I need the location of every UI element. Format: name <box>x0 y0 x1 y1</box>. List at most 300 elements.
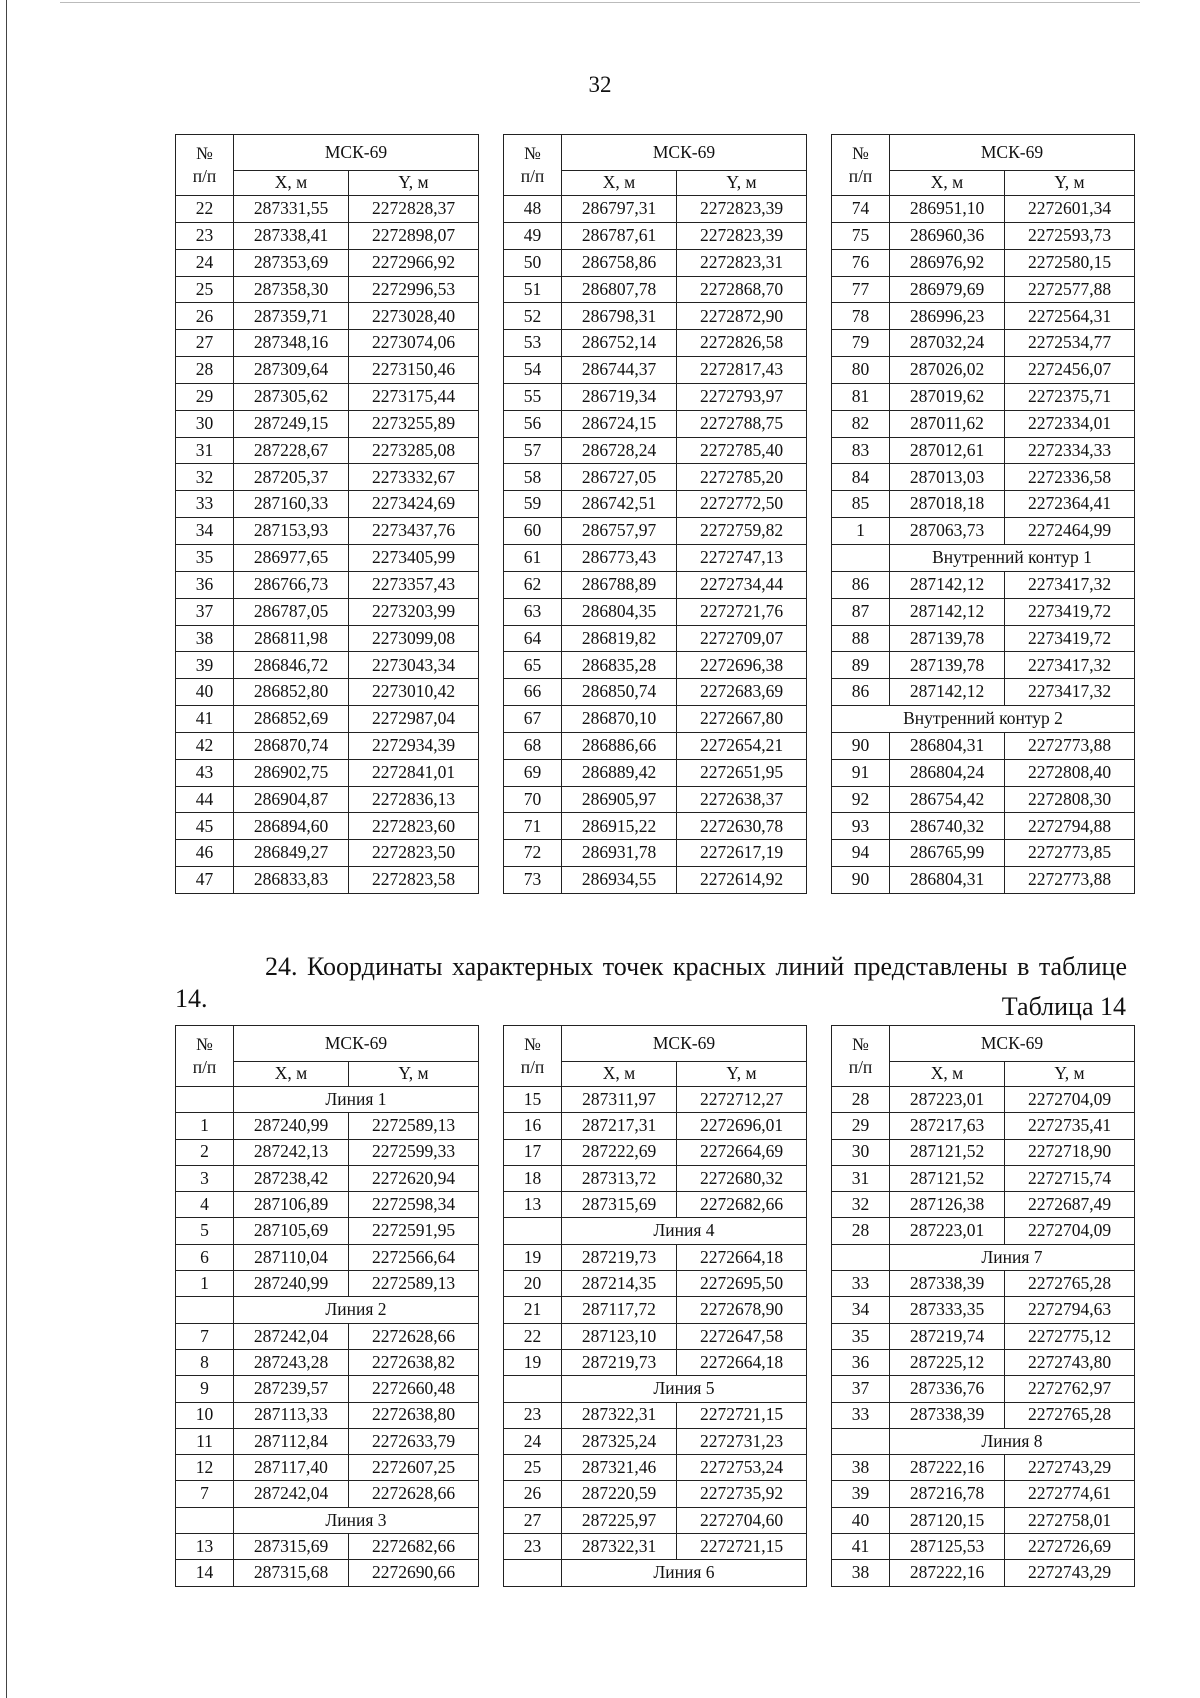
table-row <box>504 1087 807 1113</box>
point-number: 26 <box>176 303 234 330</box>
empty-number-cell <box>176 1087 234 1113</box>
point-number: 19 <box>504 1244 562 1270</box>
table-row <box>832 1087 1135 1113</box>
point-number: 76 <box>832 249 890 276</box>
x-coordinate: 287142,12 <box>890 598 1005 625</box>
point-number: 41 <box>832 1534 890 1560</box>
section-label: Линия 2 <box>234 1297 479 1323</box>
point-number: 56 <box>504 410 562 437</box>
y-coordinate: 2272898,07 <box>349 222 479 249</box>
table-row <box>832 732 1135 759</box>
table-row <box>832 1402 1135 1428</box>
x-coordinate: 287018,18 <box>890 491 1005 518</box>
point-number: 55 <box>504 383 562 410</box>
point-number: 17 <box>504 1139 562 1165</box>
table-row <box>504 357 807 384</box>
table-row <box>832 679 1135 706</box>
point-number: 27 <box>504 1507 562 1533</box>
section-label: Линия 8 <box>890 1428 1135 1454</box>
x-coordinate: 287217,31 <box>562 1113 677 1139</box>
y-coordinate: 2272747,13 <box>677 544 807 571</box>
table-row <box>176 732 479 759</box>
x-coordinate: 286811,98 <box>234 625 349 652</box>
y-coordinate: 2272633,79 <box>349 1428 479 1454</box>
y-coordinate: 2272823,39 <box>677 222 807 249</box>
y-coordinate: 2272808,40 <box>1005 759 1135 786</box>
x-coordinate: 286976,92 <box>890 249 1005 276</box>
x-coordinate: 287243,28 <box>234 1349 349 1375</box>
x-coordinate: 287338,39 <box>890 1271 1005 1297</box>
table-row <box>832 1297 1135 1323</box>
table-row <box>504 1428 807 1454</box>
y-coordinate: 2272638,80 <box>349 1402 479 1428</box>
x-coordinate: 286804,24 <box>890 759 1005 786</box>
point-number: 38 <box>832 1560 890 1586</box>
point-number: 31 <box>832 1165 890 1191</box>
point-number: 79 <box>832 330 890 357</box>
y-coordinate: 2272591,95 <box>349 1218 479 1244</box>
point-number: 39 <box>832 1481 890 1507</box>
table-row <box>176 1428 479 1454</box>
y-coordinate: 2272651,95 <box>677 759 807 786</box>
y-coordinate: 2272762,97 <box>1005 1376 1135 1402</box>
table-row <box>832 813 1135 840</box>
scan-top-line <box>60 2 1140 3</box>
table-row <box>832 1165 1135 1191</box>
y-coordinate: 2272823,31 <box>677 249 807 276</box>
coord-table-13-block-1 <box>175 134 479 894</box>
point-number: 77 <box>832 276 890 303</box>
x-coordinate: 287105,69 <box>234 1218 349 1244</box>
x-coordinate: 286757,97 <box>562 518 677 545</box>
table-row <box>504 1113 807 1139</box>
header-coordinate-system: МСК-69 <box>562 1026 807 1062</box>
table-row <box>504 679 807 706</box>
table-row <box>504 625 807 652</box>
point-number: 73 <box>504 867 562 894</box>
table-row <box>832 1349 1135 1375</box>
table-row <box>832 652 1135 679</box>
point-number: 30 <box>176 410 234 437</box>
point-number: 71 <box>504 813 562 840</box>
table-row <box>832 1507 1135 1533</box>
table-row <box>176 1481 479 1507</box>
paragraph-24 <box>175 951 1127 1015</box>
section-row <box>504 1376 807 1402</box>
x-coordinate: 287358,30 <box>234 276 349 303</box>
y-coordinate: 2273285,08 <box>349 437 479 464</box>
table-row <box>504 222 807 249</box>
table-row <box>832 249 1135 276</box>
x-coordinate: 286886,66 <box>562 732 677 759</box>
x-coordinate: 286804,31 <box>890 867 1005 894</box>
y-coordinate: 2272759,82 <box>677 518 807 545</box>
y-coordinate: 2272734,44 <box>677 571 807 598</box>
y-coordinate: 2272743,29 <box>1005 1560 1135 1586</box>
point-number: 15 <box>504 1087 562 1113</box>
x-coordinate: 286835,28 <box>562 652 677 679</box>
y-coordinate: 2272743,80 <box>1005 1349 1135 1375</box>
y-coordinate: 2272664,18 <box>677 1349 807 1375</box>
x-coordinate: 287338,41 <box>234 222 349 249</box>
x-coordinate: 287142,12 <box>890 571 1005 598</box>
table-row <box>504 598 807 625</box>
header-number-abbrev: п/п <box>848 166 873 186</box>
table-14-caption: Таблица 14 <box>1001 992 1126 1021</box>
table-row <box>176 383 479 410</box>
table-row <box>176 518 479 545</box>
point-number: 24 <box>176 249 234 276</box>
y-coordinate: 2272660,48 <box>349 1376 479 1402</box>
x-coordinate: 286852,69 <box>234 706 349 733</box>
x-coordinate: 287242,04 <box>234 1481 349 1507</box>
y-coordinate: 2273437,76 <box>349 518 479 545</box>
x-coordinate: 287139,78 <box>890 652 1005 679</box>
x-coordinate: 287219,74 <box>890 1323 1005 1349</box>
table-row <box>832 357 1135 384</box>
table-row <box>176 1323 479 1349</box>
table-row <box>176 813 479 840</box>
x-coordinate: 287249,15 <box>234 410 349 437</box>
x-coordinate: 286852,80 <box>234 679 349 706</box>
table-row <box>832 410 1135 437</box>
x-coordinate: 287126,38 <box>890 1192 1005 1218</box>
point-number: 6 <box>176 1244 234 1270</box>
y-coordinate: 2272868,70 <box>677 276 807 303</box>
header-y: Y, м <box>677 171 807 196</box>
x-coordinate: 287106,89 <box>234 1192 349 1218</box>
section-row <box>832 544 1135 571</box>
table-row <box>504 196 807 223</box>
y-coordinate: 2272704,60 <box>677 1507 807 1533</box>
x-coordinate: 287205,37 <box>234 464 349 491</box>
y-coordinate: 2272709,07 <box>677 625 807 652</box>
x-coordinate: 286905,97 <box>562 786 677 813</box>
y-coordinate: 2272667,80 <box>677 706 807 733</box>
x-coordinate: 286850,74 <box>562 679 677 706</box>
table-row <box>176 1455 479 1481</box>
x-coordinate: 286719,34 <box>562 383 677 410</box>
point-number: 54 <box>504 357 562 384</box>
x-coordinate: 286804,31 <box>890 732 1005 759</box>
point-number: 78 <box>832 303 890 330</box>
section-label: Внутренний контур 2 <box>832 706 1135 733</box>
coord-table-14-block-3 <box>831 1025 1135 1587</box>
x-coordinate: 287160,33 <box>234 491 349 518</box>
x-coordinate: 287121,52 <box>890 1139 1005 1165</box>
section-row <box>176 1087 479 1113</box>
y-coordinate: 2272785,40 <box>677 437 807 464</box>
x-coordinate: 287322,31 <box>562 1534 677 1560</box>
header-x: X, м <box>562 1062 677 1087</box>
point-number: 75 <box>832 222 890 249</box>
table-row <box>504 1323 807 1349</box>
table-row <box>504 437 807 464</box>
y-coordinate: 2272731,23 <box>677 1428 807 1454</box>
y-coordinate: 2272872,90 <box>677 303 807 330</box>
table-row <box>832 222 1135 249</box>
table-row <box>504 1507 807 1533</box>
header-number-cell <box>504 1026 562 1087</box>
point-number: 91 <box>832 759 890 786</box>
x-coordinate: 287117,40 <box>234 1455 349 1481</box>
y-coordinate: 2273417,32 <box>1005 679 1135 706</box>
point-number: 65 <box>504 652 562 679</box>
point-number: 29 <box>176 383 234 410</box>
y-coordinate: 2272607,25 <box>349 1455 479 1481</box>
y-coordinate: 2272464,99 <box>1005 518 1135 545</box>
table-row <box>504 518 807 545</box>
x-coordinate: 286740,32 <box>890 813 1005 840</box>
x-coordinate: 286833,83 <box>234 867 349 894</box>
x-coordinate: 287225,97 <box>562 1507 677 1533</box>
table-row <box>176 491 479 518</box>
section-label: Линия 5 <box>562 1376 807 1402</box>
table-row <box>504 330 807 357</box>
y-coordinate: 2272334,33 <box>1005 437 1135 464</box>
y-coordinate: 2273028,40 <box>349 303 479 330</box>
y-coordinate: 2272753,24 <box>677 1455 807 1481</box>
table-row <box>504 813 807 840</box>
table-row <box>176 1560 479 1586</box>
x-coordinate: 287359,71 <box>234 303 349 330</box>
point-number: 30 <box>832 1139 890 1165</box>
y-coordinate: 2272775,12 <box>1005 1323 1135 1349</box>
point-number: 25 <box>504 1455 562 1481</box>
header-y: Y, м <box>1005 1062 1135 1087</box>
table-row <box>176 786 479 813</box>
x-coordinate: 286849,27 <box>234 840 349 867</box>
point-number: 32 <box>832 1192 890 1218</box>
header-number-abbrev: п/п <box>520 1057 545 1077</box>
point-number: 46 <box>176 840 234 867</box>
point-number: 57 <box>504 437 562 464</box>
table-row <box>504 1192 807 1218</box>
table-row <box>832 196 1135 223</box>
empty-number-cell <box>176 1507 234 1533</box>
table-row <box>176 276 479 303</box>
x-coordinate: 287117,72 <box>562 1297 677 1323</box>
coord-table-13-block-2 <box>503 134 807 894</box>
table-row <box>504 410 807 437</box>
x-coordinate: 287313,72 <box>562 1165 677 1191</box>
coord-table-14-block-2 <box>503 1025 807 1587</box>
point-number: 12 <box>176 1455 234 1481</box>
point-number: 7 <box>176 1481 234 1507</box>
point-number: 68 <box>504 732 562 759</box>
y-coordinate: 2272564,31 <box>1005 303 1135 330</box>
x-coordinate: 286894,60 <box>234 813 349 840</box>
table-row <box>504 867 807 894</box>
x-coordinate: 286904,87 <box>234 786 349 813</box>
point-number: 33 <box>832 1271 890 1297</box>
point-number: 83 <box>832 437 890 464</box>
table-row <box>176 1165 479 1191</box>
table-row <box>504 652 807 679</box>
table-row <box>176 1192 479 1218</box>
table-row <box>176 625 479 652</box>
x-coordinate: 287309,64 <box>234 357 349 384</box>
x-coordinate: 287013,03 <box>890 464 1005 491</box>
y-coordinate: 2272715,74 <box>1005 1165 1135 1191</box>
point-number: 20 <box>504 1271 562 1297</box>
point-number: 66 <box>504 679 562 706</box>
point-number: 44 <box>176 786 234 813</box>
table-row <box>832 491 1135 518</box>
point-number: 21 <box>504 1297 562 1323</box>
table-row <box>504 1165 807 1191</box>
y-coordinate: 2272334,01 <box>1005 410 1135 437</box>
header-number-sign: № <box>852 1034 869 1055</box>
y-coordinate: 2273255,89 <box>349 410 479 437</box>
x-coordinate: 286727,05 <box>562 464 677 491</box>
y-coordinate: 2272687,49 <box>1005 1192 1135 1218</box>
empty-number-cell <box>832 544 890 571</box>
x-coordinate: 286797,31 <box>562 196 677 223</box>
point-number: 58 <box>504 464 562 491</box>
table-row <box>832 276 1135 303</box>
y-coordinate: 2273424,69 <box>349 491 479 518</box>
x-coordinate: 287322,31 <box>562 1402 677 1428</box>
table-row <box>176 1376 479 1402</box>
x-coordinate: 286798,31 <box>562 303 677 330</box>
table-row <box>176 571 479 598</box>
point-number: 36 <box>832 1349 890 1375</box>
y-coordinate: 2272841,01 <box>349 759 479 786</box>
point-number: 38 <box>832 1455 890 1481</box>
y-coordinate: 2272996,53 <box>349 276 479 303</box>
table-row <box>176 249 479 276</box>
table-row <box>504 1402 807 1428</box>
header-number-cell <box>504 135 562 196</box>
table-row <box>176 1402 479 1428</box>
x-coordinate: 287238,42 <box>234 1165 349 1191</box>
y-coordinate: 2272680,32 <box>677 1165 807 1191</box>
x-coordinate: 286804,35 <box>562 598 677 625</box>
x-coordinate: 286870,74 <box>234 732 349 759</box>
header-y: Y, м <box>349 1062 479 1087</box>
point-number: 37 <box>832 1376 890 1402</box>
point-number: 61 <box>504 544 562 571</box>
x-coordinate: 286889,42 <box>562 759 677 786</box>
header-coordinate-system: МСК-69 <box>234 135 479 171</box>
point-number: 3 <box>176 1165 234 1191</box>
x-coordinate: 287216,78 <box>890 1481 1005 1507</box>
section-row <box>504 1560 807 1586</box>
point-number: 53 <box>504 330 562 357</box>
point-number: 70 <box>504 786 562 813</box>
point-number: 33 <box>176 491 234 518</box>
x-coordinate: 286758,86 <box>562 249 677 276</box>
x-coordinate: 287305,62 <box>234 383 349 410</box>
header-y: Y, м <box>349 171 479 196</box>
section-row <box>832 706 1135 733</box>
y-coordinate: 2272794,88 <box>1005 813 1135 840</box>
header-x: X, м <box>562 171 677 196</box>
x-coordinate: 287222,69 <box>562 1139 677 1165</box>
y-coordinate: 2273203,99 <box>349 598 479 625</box>
y-coordinate: 2272695,50 <box>677 1271 807 1297</box>
x-coordinate: 286870,10 <box>562 706 677 733</box>
x-coordinate: 287026,02 <box>890 357 1005 384</box>
x-coordinate: 287333,35 <box>890 1297 1005 1323</box>
point-number: 11 <box>176 1428 234 1454</box>
y-coordinate: 2272628,66 <box>349 1323 479 1349</box>
header-number-cell <box>832 1026 890 1087</box>
x-coordinate: 287110,04 <box>234 1244 349 1270</box>
table-row <box>176 196 479 223</box>
point-number: 9 <box>176 1376 234 1402</box>
table-row <box>176 437 479 464</box>
y-coordinate: 2272934,39 <box>349 732 479 759</box>
table-row <box>176 867 479 894</box>
x-coordinate: 286915,22 <box>562 813 677 840</box>
point-number: 88 <box>832 625 890 652</box>
header-y: Y, м <box>677 1062 807 1087</box>
x-coordinate: 286951,10 <box>890 196 1005 223</box>
x-coordinate: 286744,37 <box>562 357 677 384</box>
empty-number-cell <box>504 1376 562 1402</box>
point-number: 35 <box>176 544 234 571</box>
x-coordinate: 287321,46 <box>562 1455 677 1481</box>
header-coordinate-system: МСК-69 <box>890 1026 1135 1062</box>
y-coordinate: 2272589,13 <box>349 1113 479 1139</box>
y-coordinate: 2272593,73 <box>1005 222 1135 249</box>
y-coordinate: 2272823,39 <box>677 196 807 223</box>
point-number: 29 <box>832 1113 890 1139</box>
header-x: X, м <box>234 171 349 196</box>
x-coordinate: 286773,43 <box>562 544 677 571</box>
point-number: 24 <box>504 1428 562 1454</box>
point-number: 23 <box>504 1402 562 1428</box>
point-number: 4 <box>176 1192 234 1218</box>
x-coordinate: 287242,13 <box>234 1139 349 1165</box>
point-number: 28 <box>832 1087 890 1113</box>
table-row <box>504 1455 807 1481</box>
table-row <box>832 759 1135 786</box>
y-coordinate: 2272683,69 <box>677 679 807 706</box>
point-number: 5 <box>176 1218 234 1244</box>
x-coordinate: 287012,61 <box>890 437 1005 464</box>
x-coordinate: 287063,73 <box>890 518 1005 545</box>
y-coordinate: 2272577,88 <box>1005 276 1135 303</box>
x-coordinate: 287240,99 <box>234 1271 349 1297</box>
empty-number-cell <box>504 1560 562 1586</box>
table-row <box>504 840 807 867</box>
x-coordinate: 287228,67 <box>234 437 349 464</box>
point-number: 28 <box>832 1218 890 1244</box>
x-coordinate: 286754,42 <box>890 786 1005 813</box>
table-row <box>504 1297 807 1323</box>
y-coordinate: 2273417,32 <box>1005 652 1135 679</box>
table-row <box>832 598 1135 625</box>
x-coordinate: 287220,59 <box>562 1481 677 1507</box>
x-coordinate: 287153,93 <box>234 518 349 545</box>
y-coordinate: 2272735,41 <box>1005 1113 1135 1139</box>
point-number: 69 <box>504 759 562 786</box>
table-row <box>832 625 1135 652</box>
table-row <box>832 330 1135 357</box>
point-number: 62 <box>504 571 562 598</box>
x-coordinate: 286819,82 <box>562 625 677 652</box>
y-coordinate: 2272773,88 <box>1005 732 1135 759</box>
point-number: 89 <box>832 652 890 679</box>
table-row <box>504 1271 807 1297</box>
header-number-abbrev: п/п <box>192 166 217 186</box>
point-number: 23 <box>504 1534 562 1560</box>
section-label: Внутренний контур 1 <box>890 544 1135 571</box>
table-row <box>832 1323 1135 1349</box>
